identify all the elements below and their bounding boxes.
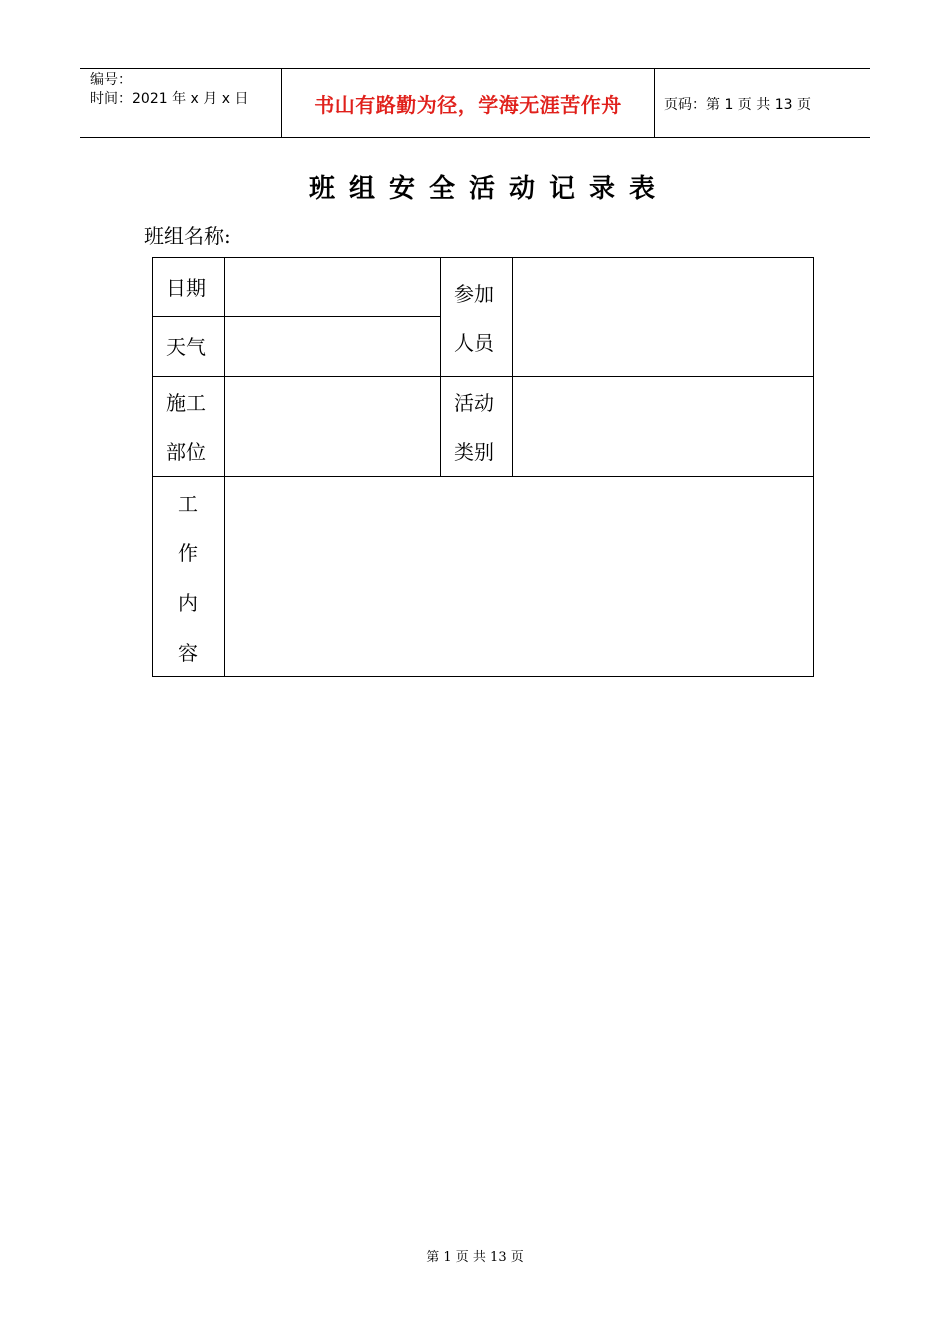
weather-value-cell[interactable] <box>224 316 441 377</box>
weather-label: 天气 <box>166 335 206 359</box>
page-footer: 第 1 页 共 13 页 <box>426 1250 524 1265</box>
document-date-label: 时间：2021 年 x 月 x 日 <box>90 91 249 107</box>
document-title: 班组安全活动记录表 <box>308 174 669 204</box>
location-value-cell[interactable] <box>224 376 441 477</box>
participants-label-line1: 参加 <box>454 282 494 306</box>
activity-type-value-cell[interactable] <box>512 376 814 477</box>
work-content-label-char: 容 <box>178 641 198 665</box>
date-value-cell[interactable] <box>224 257 441 317</box>
page-header <box>80 68 870 138</box>
work-content-label-char: 作 <box>178 541 198 565</box>
header-meta <box>90 71 248 109</box>
participants-label-line2: 人员 <box>454 331 494 355</box>
location-label-line2: 部位 <box>166 440 206 464</box>
work-content-label-char: 工 <box>178 492 198 516</box>
work-content-label-char: 内 <box>178 591 198 615</box>
work-content-value-cell[interactable] <box>224 476 814 677</box>
activity-record-table <box>152 257 814 677</box>
activity-type-label-line1: 活动 <box>454 391 494 415</box>
activity-type-label-line2: 类别 <box>454 440 494 464</box>
date-label: 日期 <box>166 276 206 300</box>
participants-value-cell[interactable] <box>512 257 814 377</box>
team-name-label: 班组名称: <box>144 224 231 248</box>
location-label-line1: 施工 <box>166 391 206 415</box>
header-divider <box>654 69 655 137</box>
header-motto: 书山有路勤为径，学海无涯苦作舟 <box>314 92 622 117</box>
header-page-info: 页码：第 1 页 共 13 页 <box>664 97 811 113</box>
document-number-label: 编号： <box>90 72 132 88</box>
